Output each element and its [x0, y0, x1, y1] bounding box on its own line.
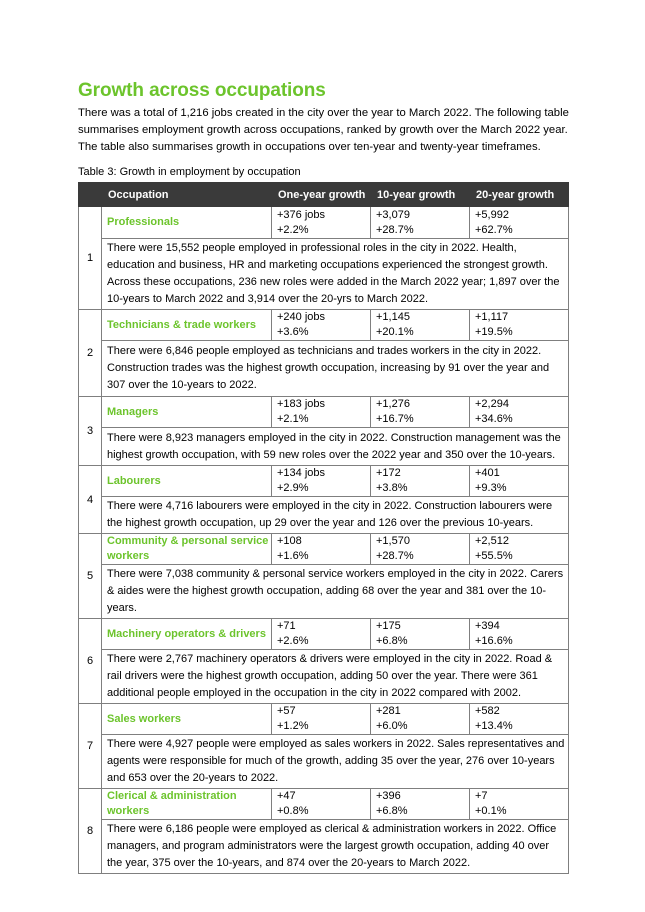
one-year-percent: +2.6%: [277, 635, 309, 647]
one-year-percent: +2.9%: [277, 482, 309, 494]
ten-year-jobs: +172: [376, 467, 401, 479]
occupation-name: Managers: [102, 397, 272, 428]
table-row-stats: [79, 466, 569, 497]
twenty-year-jobs: +2,512: [475, 535, 509, 547]
twenty-year-growth-cell: [470, 466, 569, 497]
one-year-growth-cell: [272, 310, 371, 341]
ten-year-percent: +6.8%: [376, 805, 408, 817]
twenty-year-growth-cell: [470, 789, 569, 820]
one-year-growth-cell: [272, 207, 371, 239]
rank-cell: 2: [79, 310, 102, 397]
ten-year-jobs: +1,145: [376, 311, 410, 323]
table-row-description: [79, 497, 569, 534]
twenty-year-jobs: +394: [475, 620, 500, 632]
one-year-growth-cell: [272, 534, 371, 565]
occupation-name: Community & personal service workers: [102, 534, 272, 565]
one-year-jobs: +47: [277, 790, 296, 802]
ten-year-jobs: +3,079: [376, 208, 410, 221]
table-row-stats: [79, 310, 569, 341]
rank-cell: 5: [79, 534, 102, 619]
one-year-jobs: +71: [277, 620, 296, 632]
occupation-name: Sales workers: [102, 704, 272, 735]
occupation-description: There were 15,552 people employed in professional roles in the city in 2022. Health, education and business, HR and marketing occupations experienced the strongest growth. Across these occupations, 236 new roles were added in the March 2022 year; 1,897 over the 10-years to March 2022 and 3,914 over the 20-yrs to March 2022.: [102, 239, 569, 310]
one-year-jobs: +183 jobs: [277, 398, 326, 410]
ten-year-growth-cell: [371, 466, 470, 497]
rank-cell: 8: [79, 789, 102, 874]
occupation-description: There were 4,716 labourers were employed in the city in 2022. Construction labourers were the highest growth occupation, up 29 over the year and 126 over the previous 10-years.: [102, 497, 569, 534]
ten-year-jobs: +1,276: [376, 398, 410, 410]
one-year-growth-cell: [272, 789, 371, 820]
occupation-description: There were 8,923 managers employed in the city in 2022. Construction management was the highest growth occupation, with 59 new roles over the 2022 year and 350 over the 10-years.: [102, 428, 569, 466]
document-page: [78, 80, 569, 869]
twenty-year-percent: +34.6%: [475, 413, 513, 425]
one-year-percent: +1.2%: [277, 720, 309, 732]
ten-year-percent: +28.7%: [376, 223, 414, 236]
ten-year-percent: +16.7%: [376, 413, 414, 425]
twenty-year-jobs: +7: [475, 790, 488, 802]
twenty-year-growth-cell: [470, 397, 569, 428]
one-year-percent: +1.6%: [277, 550, 309, 562]
occupation-description: There were 4,927 people were employed as sales workers in 2022. Sales representatives and agents were responsible for much of the growth, adding 35 over the year, 276 over 10-years and 653 over the 20-years to 2022.: [102, 735, 569, 789]
table-row-stats: [79, 789, 569, 820]
ten-year-jobs: +281: [376, 705, 401, 717]
occupation-name: Technicians & trade workers: [102, 310, 272, 341]
occupation-name: Professionals: [102, 207, 272, 239]
occupation-description: There were 7,038 community & personal service workers employed in the city in 2022. Carers & aides were the highest growth occupation, adding 68 over the year and 381 over the 10-years.: [102, 565, 569, 619]
section-heading: Growth across occupations: [78, 80, 326, 101]
one-year-growth-cell: [272, 466, 371, 497]
rank-cell: 7: [79, 704, 102, 789]
table-row-description: [79, 428, 569, 466]
one-year-jobs: +376 jobs: [277, 208, 326, 221]
one-year-percent: +3.6%: [277, 326, 309, 338]
table-row-stats: [79, 207, 569, 239]
one-year-growth-cell: [272, 397, 371, 428]
one-year-jobs: +134 jobs: [277, 467, 326, 479]
twenty-year-jobs: +1,117: [475, 311, 509, 323]
ten-year-growth-cell: [371, 534, 470, 565]
ten-year-growth-cell: [371, 789, 470, 820]
occupation-name: Labourers: [102, 466, 272, 497]
table-row-stats: [79, 619, 569, 650]
twenty-year-jobs: +2,294: [475, 398, 509, 410]
table-row-stats: [79, 397, 569, 428]
occupation-name: Machinery operators & drivers: [102, 619, 272, 650]
twenty-year-jobs: +401: [475, 467, 500, 479]
table-row-description: [79, 650, 569, 704]
occupation-description: There were 6,186 people were employed as clerical & administration workers in 2022. Office managers, and program administrators were the largest growth occupation, adding 40 over the year, 375 over the 10-years, and 874 over the 20-years to March 2022.: [102, 820, 569, 874]
occupation-description: There were 6,846 people employed as technicians and trades workers in the city in 2022. Construction trades was the highest growth occupation, increasing by 91 over the year and 307 over the 10-years to 2022.: [102, 341, 569, 397]
ten-year-jobs: +1,570: [376, 535, 410, 547]
table-row-stats: [79, 534, 569, 565]
table-row-description: [79, 735, 569, 789]
table-row-description: [79, 341, 569, 397]
one-year-growth-cell: [272, 704, 371, 735]
rank-cell: 3: [79, 397, 102, 466]
occupation-name: Clerical & administration workers: [102, 789, 272, 820]
twenty-year-percent: +62.7%: [475, 223, 513, 236]
intro-paragraph: There was a total of 1,216 jobs created in the city over the year to March 2022. The following table summarises employment growth across occupations, ranked by growth over the March 2022 year. The table also summarises growth in occupations over ten-year and twenty-year timeframes.: [78, 107, 569, 153]
header-rank: [79, 183, 102, 207]
rank-cell: 6: [79, 619, 102, 704]
header-occupation: Occupation: [102, 183, 272, 207]
table-row-description: [79, 820, 569, 874]
table-row-description: [79, 565, 569, 619]
twenty-year-percent: +55.5%: [475, 550, 513, 562]
ten-year-percent: +28.7%: [376, 550, 414, 562]
twenty-year-percent: +9.3%: [475, 482, 507, 494]
one-year-jobs: +108: [277, 535, 302, 547]
occupation-description: There were 2,767 machinery operators & drivers were employed in the city in 2022. Road & rail drivers were the highest growth occupation, adding 50 over the year. There were 361 additional people employed in the occupation in the city in 2022 compared with 2002.: [102, 650, 569, 704]
ten-year-jobs: +175: [376, 620, 401, 632]
ten-year-percent: +6.8%: [376, 635, 408, 647]
ten-year-percent: +3.8%: [376, 482, 408, 494]
ten-year-percent: +6.0%: [376, 720, 408, 732]
header-ten-year: 10-year growth: [371, 183, 470, 207]
twenty-year-growth-cell: [470, 704, 569, 735]
header-twenty-year: 20-year growth: [470, 183, 569, 207]
twenty-year-percent: +16.6%: [475, 635, 513, 647]
ten-year-growth-cell: [371, 619, 470, 650]
ten-year-growth-cell: [371, 704, 470, 735]
ten-year-growth-cell: [371, 207, 470, 239]
ten-year-growth-cell: [371, 310, 470, 341]
twenty-year-growth-cell: [470, 310, 569, 341]
ten-year-growth-cell: [371, 397, 470, 428]
twenty-year-percent: +0.1%: [475, 805, 507, 817]
one-year-growth-cell: [272, 619, 371, 650]
one-year-percent: +2.2%: [277, 223, 309, 236]
one-year-jobs: +57: [277, 705, 296, 717]
table-caption: Table 3: Growth in employment by occupation: [78, 166, 301, 178]
twenty-year-jobs: +5,992: [475, 208, 509, 221]
twenty-year-growth-cell: [470, 207, 569, 239]
twenty-year-jobs: +582: [475, 705, 500, 717]
one-year-jobs: +240 jobs: [277, 311, 326, 323]
twenty-year-percent: +13.4%: [475, 720, 513, 732]
ten-year-percent: +20.1%: [376, 326, 414, 338]
rank-cell: 4: [79, 466, 102, 534]
header-one-year: One-year growth: [272, 183, 371, 207]
ten-year-jobs: +396: [376, 790, 401, 802]
one-year-percent: +2.1%: [277, 413, 309, 425]
rank-cell: 1: [79, 207, 102, 310]
twenty-year-growth-cell: [470, 534, 569, 565]
twenty-year-growth-cell: [470, 619, 569, 650]
twenty-year-percent: +19.5%: [475, 326, 513, 338]
table-header-row: [79, 183, 569, 207]
one-year-percent: +0.8%: [277, 805, 309, 817]
table-row-stats: [79, 704, 569, 735]
table-row-description: [79, 239, 569, 310]
occupation-growth-table: [78, 182, 569, 874]
